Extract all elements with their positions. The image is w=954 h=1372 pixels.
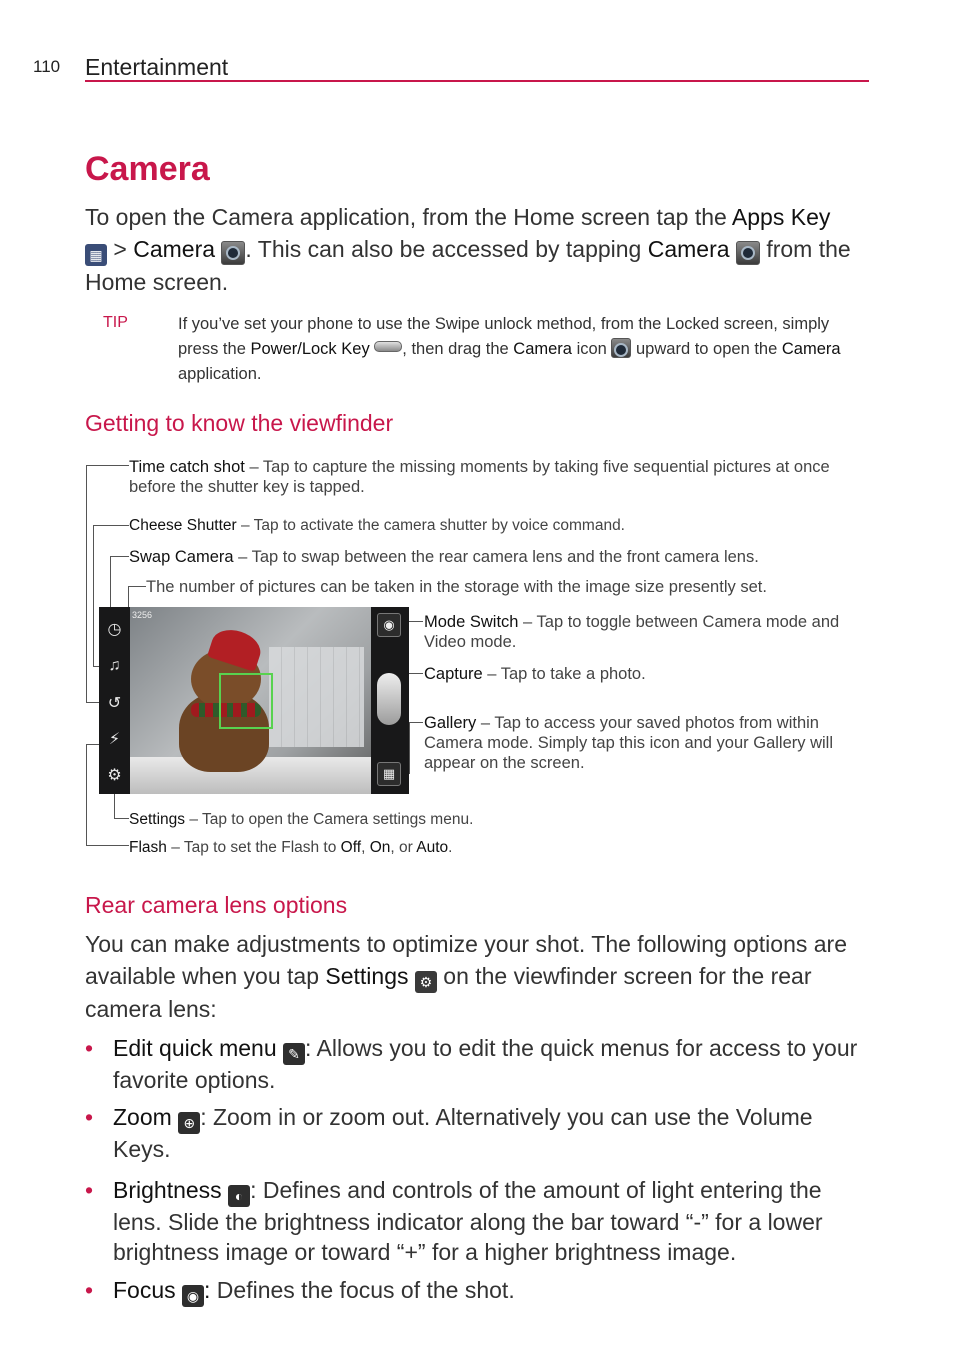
callout-gallery	[424, 713, 859, 773]
edit-quick-menu-icon: ✎	[283, 1043, 305, 1065]
bullet-dot: •	[85, 1035, 94, 1061]
callout-flash	[129, 838, 829, 858]
camera-icon	[736, 241, 760, 265]
tip-label: TIP	[103, 314, 128, 331]
camera-icon	[221, 241, 245, 265]
apps-key-term: Apps Key	[731, 204, 831, 230]
callout-term: Cheese Shutter	[129, 517, 237, 534]
callout-swap-camera	[129, 547, 859, 567]
cheese-shutter-icon[interactable]: ♫	[108, 657, 121, 674]
leader-line	[86, 465, 129, 466]
tip-text-part: , then drag the	[402, 340, 514, 358]
intro-text: . This can also be accessed by tapping	[245, 236, 648, 262]
tip-text	[178, 312, 868, 387]
tip-text-part: If you’ve set your phone to use the Swipe unlock method, from the Locked screen, simply press the	[178, 315, 830, 358]
callout-desc: , or	[390, 839, 417, 856]
callout-desc: – Tap to swap between the rear camera lens and the front camera lens.	[233, 548, 759, 566]
flash-auto: Auto	[416, 839, 449, 856]
leader-line	[409, 722, 410, 774]
rear-intro-text: on the viewfinder screen for the rear camera lens:	[85, 963, 812, 1022]
camera-term: Camera	[647, 236, 730, 262]
bullet-desc: : Allows you to edit the quick menus for access to your favorite options.	[113, 1035, 858, 1093]
leader-line	[86, 845, 129, 846]
callout-desc: – Tap to take a photo.	[482, 665, 646, 683]
tip-text-part: upward to open the	[631, 340, 782, 358]
leader-line	[409, 673, 423, 674]
callout-term: Capture	[424, 665, 483, 683]
gallery-icon[interactable]: ▦	[377, 762, 401, 786]
callout-picture-count	[146, 577, 861, 597]
callout-desc: – Tap to set the Flash to	[166, 839, 341, 856]
power-lock-key-term: Power/Lock Key	[250, 340, 370, 358]
gear-icon: ⚙	[415, 971, 437, 993]
capture-button[interactable]	[377, 673, 401, 725]
bullet-desc: : Defines and controls of the amount of light entering the lens. Slide the brightness indicator along the bar toward “-” for a lower brightness image or toward “+” for a higher brightness image.	[113, 1177, 823, 1265]
callout-term: Time catch shot	[129, 458, 245, 476]
flash-off: Off	[340, 839, 362, 856]
bullet-term: Edit quick menu	[113, 1035, 277, 1061]
callout-term: Gallery	[424, 714, 477, 732]
intro-text: To open the Camera application, from the Home screen tap the	[85, 204, 732, 230]
bullet-focus	[85, 1275, 865, 1307]
camera-term: Camera	[133, 236, 216, 262]
callout-term: Swap Camera	[129, 548, 234, 566]
callout-term: Settings	[129, 811, 186, 828]
bullet-term: Brightness	[113, 1177, 222, 1203]
bullet-dot: •	[85, 1277, 94, 1303]
leader-line	[114, 790, 115, 819]
apps-key-icon: ▦	[85, 244, 107, 266]
camera-term: Camera	[781, 340, 841, 358]
leader-line	[114, 818, 129, 819]
page-title: Camera	[85, 150, 210, 188]
calendar	[269, 647, 364, 747]
leader-line	[409, 722, 423, 723]
callout-capture	[424, 664, 864, 684]
camera-icon	[611, 338, 631, 358]
section-title: Entertainment	[85, 54, 229, 80]
callout-desc: – Tap to access your saved photos from within Camera mode. Simply tap this icon and your Gallery will appear on the screen.	[424, 714, 833, 772]
callout-cheese-shutter	[129, 516, 859, 536]
leader-line	[86, 744, 87, 846]
callout-time-catch	[129, 457, 859, 497]
intro-text: from the Home screen.	[85, 236, 851, 295]
bullet-term: Focus	[113, 1277, 176, 1303]
callout-term: Flash	[129, 839, 167, 856]
mode-switch-icon[interactable]: ◉	[377, 613, 401, 637]
tip-text-part: icon	[571, 340, 612, 358]
picture-counter: 3256	[132, 610, 153, 620]
power-lock-key-icon	[374, 341, 402, 352]
bullet-zoom	[85, 1102, 865, 1164]
callout-mode-switch	[424, 612, 864, 652]
callout-desc: – Tap to toggle between Camera mode and Video mode.	[424, 613, 840, 651]
bullet-desc: Defines the focus of the shot.	[210, 1277, 515, 1303]
bullet-desc: : Zoom in or zoom out. Alternatively you can use the Volume Keys.	[113, 1104, 813, 1162]
viewfinder-screenshot	[99, 607, 409, 794]
zoom-icon: ⊕	[178, 1112, 200, 1134]
brightness-icon: ◐	[228, 1185, 250, 1207]
leader-line	[93, 525, 94, 667]
page-number: 110	[33, 57, 61, 76]
bullet-dot: •	[85, 1104, 94, 1130]
callout-desc: – Tap to open the Camera settings menu.	[185, 811, 474, 828]
bullet-colon: :	[204, 1277, 211, 1303]
tip-text-part: application.	[178, 365, 262, 383]
rear-heading: Rear camera lens options	[85, 892, 348, 918]
leader-line	[110, 556, 129, 557]
flash-icon[interactable]: ⚡	[108, 731, 121, 748]
callout-desc: The number of pictures can be taken in the storage with the image size presently set.	[146, 578, 767, 596]
camera-term: Camera	[513, 340, 572, 358]
leader-line	[86, 744, 100, 745]
intro-paragraph	[85, 201, 865, 298]
leader-line	[93, 525, 129, 526]
leader-line	[86, 702, 100, 703]
header-rule	[85, 80, 869, 82]
swap-camera-icon[interactable]: ↺	[107, 695, 122, 712]
bullet-dot: •	[85, 1177, 94, 1203]
leader-line	[128, 586, 146, 587]
callout-term: Mode Switch	[424, 613, 519, 631]
callout-desc: ,	[361, 839, 370, 856]
bullet-edit-quick-menu	[85, 1033, 865, 1095]
focus-icon: ◉	[182, 1285, 204, 1307]
callout-desc: – Tap to capture the missing moments by taking five sequential pictures at once before the shutter key is tapped.	[129, 458, 830, 496]
flash-on: On	[369, 839, 391, 856]
bullet-brightness	[85, 1175, 865, 1267]
rear-intro-text: You can make adjustments to optimize your shot. The following options are available when you tap	[85, 931, 847, 989]
callout-desc: – Tap to activate the camera shutter by voice command.	[236, 517, 625, 534]
callout-settings	[129, 810, 829, 830]
bullet-term: Zoom	[113, 1104, 172, 1130]
time-catch-icon[interactable]: ◷	[107, 621, 122, 638]
focus-frame	[219, 673, 273, 729]
settings-icon[interactable]: ⚙	[107, 767, 122, 784]
leader-line	[409, 621, 423, 622]
viewfinder-heading: Getting to know the viewfinder	[85, 410, 394, 436]
callout-desc: .	[448, 839, 453, 856]
rear-intro	[85, 928, 870, 1025]
settings-term: Settings	[325, 963, 409, 989]
intro-text: >	[107, 236, 134, 262]
leader-line	[86, 465, 87, 703]
